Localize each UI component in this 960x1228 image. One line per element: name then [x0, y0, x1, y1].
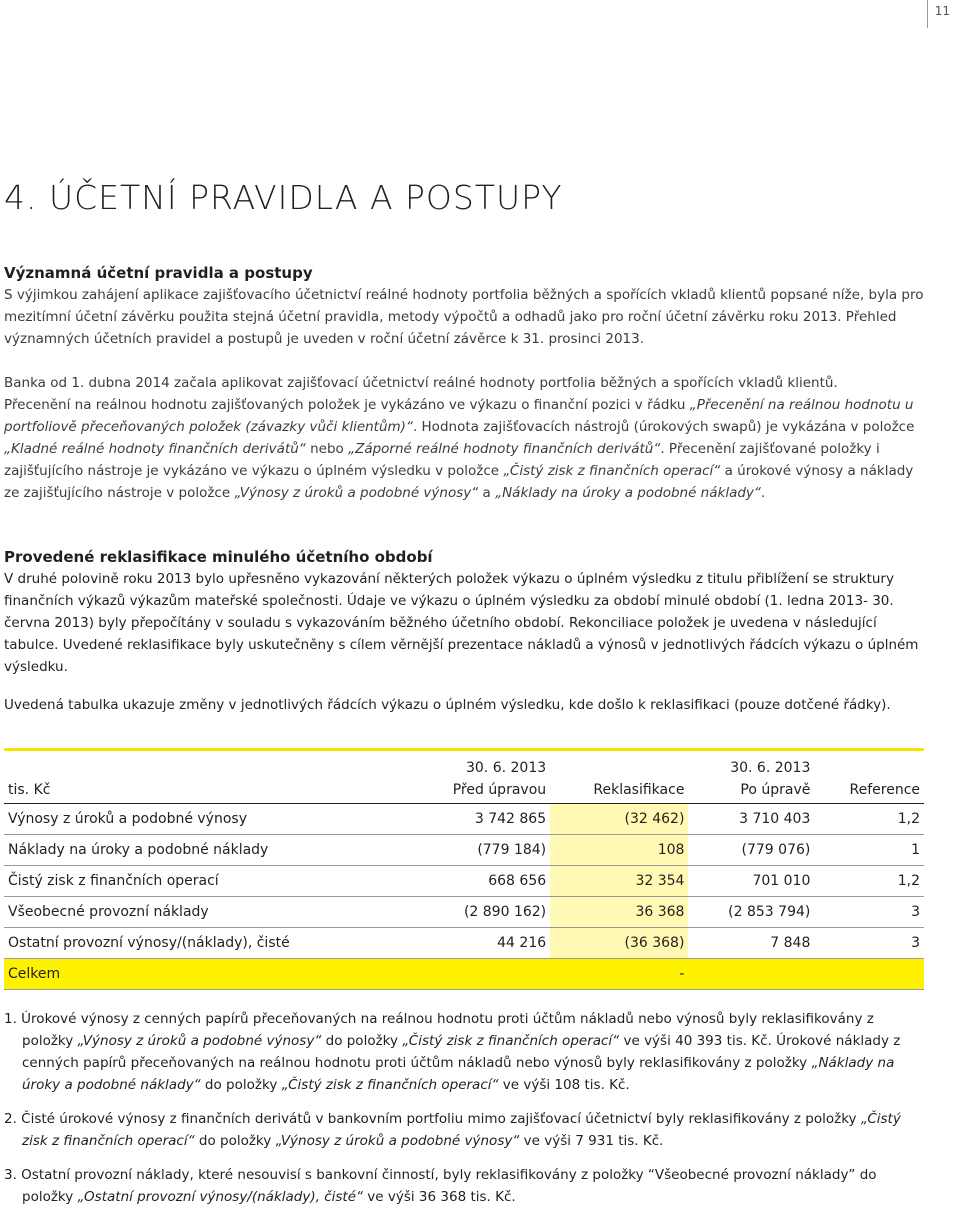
footnotes	[4, 1008, 928, 1220]
header-date: 30. 6. 2013	[730, 760, 811, 776]
cell-before: 668 656	[409, 866, 551, 897]
cell-reclass: (36 368)	[550, 928, 688, 959]
chapter-title: 4. ÚČETNÍ PRAVIDLA A POSTUPY	[4, 178, 563, 217]
cell-after: 701 010	[688, 866, 814, 897]
cell-before: 3 742 865	[409, 804, 551, 835]
header-reclass: Reklasifikace	[550, 750, 688, 804]
text-run: nebo	[305, 441, 349, 457]
table-row	[4, 928, 924, 959]
text-run: ve výši 7 931 tis. Kč.	[519, 1133, 664, 1149]
total-cell-empty	[814, 959, 924, 990]
hedge-detail-paragraph	[4, 394, 928, 504]
header-date: 30. 6. 2013	[465, 760, 547, 776]
page-number: 11	[934, 4, 950, 18]
header-after	[688, 750, 814, 804]
text-run: ve výši 36 368 tis. Kč.	[363, 1189, 516, 1205]
footnote-2	[4, 1108, 928, 1152]
section-reclassifications	[4, 546, 928, 716]
header-unit: tis. Kč	[4, 750, 409, 804]
row-label: Ostatní provozní výnosy/(náklady), čisté	[4, 928, 409, 959]
text-run: 2. Čisté úrokové výnosy z finančních derivátů v bankovním portfoliu mimo zajišťovací účetnictví byly reklasifikovány z položky	[4, 1111, 861, 1127]
cell-reclass: 36 368	[550, 897, 688, 928]
italic-run: „Čistý zisk z finančních operací“	[402, 1033, 620, 1049]
section-paragraph: S výjimkou zahájení aplikace zajišťovacího účetnictví reálné hodnoty portfolia běžných a spořících vkladů klientů popsané níže, byla pro mezitímní účetní závěrku použita stejná účetní pravidla, metody výpočtů a odhadů jako pro roční účetní závěrku roku 2013. Přehled významných účetních pravidel a postupů je uveden v roční účetní závěrce k 31. prosinci 2013.	[4, 287, 924, 347]
cell-after: 7 848	[688, 928, 814, 959]
table-intro-paragraph: Uvedená tabulka ukazuje změny v jednotlivých řádcích výkazu o úplném výsledku, kde došlo k reklasifikaci (pouze dotčené řádky).	[4, 697, 891, 713]
cell-ref: 1,2	[814, 866, 924, 897]
hedge-intro-paragraph: Banka od 1. dubna 2014 začala aplikovat zajišťovací účetnictví reálné hodnoty portfolia běžných a spořících vkladů klientů.	[4, 375, 838, 391]
total-cell-empty	[688, 959, 814, 990]
cell-ref: 1	[814, 835, 924, 866]
italic-run: „Ostatní provozní výnosy/(náklady), čisté“	[77, 1189, 363, 1205]
row-label: Čistý zisk z finančních operací	[4, 866, 409, 897]
text-run: . Přecenění zajišťované položky i zajišťujícího nástroje je vykázáno ve výkazu o úplném výsledku v položce	[4, 441, 880, 479]
italic-run: „Výnosy z úroků a podobné výnosy“	[275, 1133, 520, 1149]
italic-run: „Čistý zisk z finančních operací“	[503, 463, 721, 479]
section-paragraph: V druhé polovině roku 2013 bylo upřesněno vykazování některých položek výkazu o úplném výsledku z titulu přiblížení se struktury finančních výkazů výkazům mateřské společnosti. Údaje ve výkazu o úplném výsledku za období minulé období (1. ledna 2013- 30. června 2013) byly přepočítány v souladu s vykazováním běžného účetního období. Rekonciliace položek je uvedena v následující tabulce. Uvedené reklasifikace byly uskutečněny s cílem věrnější prezentace nákladů a výnosů v jednotlivých řádcích výkazu o úplném výsledku.	[4, 571, 919, 675]
text-run: ve výši 108 tis. Kč.	[498, 1077, 630, 1093]
row-label: Výnosy z úroků a podobné výnosy	[4, 804, 409, 835]
cell-before: 44 216	[409, 928, 551, 959]
table-row	[4, 835, 924, 866]
cell-reclass: (32 462)	[550, 804, 688, 835]
italic-run: „Kladné reálné hodnoty finančních derivátů“	[4, 441, 306, 457]
text-run: do položky	[321, 1033, 403, 1049]
header-caption: Před úpravou	[452, 782, 547, 798]
italic-run: „Náklady na úroky a podobné náklady“	[22, 1055, 895, 1093]
total-label: Celkem	[4, 959, 409, 990]
footnote-3	[4, 1164, 928, 1208]
italic-run: „Záporné reálné hodnoty finančních derivátů“	[348, 441, 661, 457]
italic-run: „Přecenění na reálnou hodnotu u portfoliově přeceňovaných položek (závazky vůči klientům)“	[4, 397, 914, 435]
section-hedge-accounting	[4, 372, 928, 504]
row-label: Náklady na úroky a podobné náklady	[4, 835, 409, 866]
text-run: do položky	[194, 1133, 276, 1149]
section-heading: Významná účetní pravidla a postupy	[4, 264, 313, 282]
italic-run: „Čistý zisk z finančních operací“	[22, 1111, 901, 1149]
header-before	[409, 750, 551, 804]
text-run: a úrokové výnosy a náklady ze zajišťujícího nástroje v položce	[4, 463, 914, 501]
section-heading: Provedené reklasifikace minulého účetního období	[4, 548, 433, 566]
text-run: a	[478, 485, 496, 501]
table-row	[4, 866, 924, 897]
text-run: . Hodnota zajišťovacích nástrojů (úrokových swapů) je vykázána v položce	[412, 419, 915, 435]
section-accounting-policies	[4, 262, 928, 350]
text-run: Přecenění na reálnou hodnotu zajišťovaných položek je vykázáno ve výkazu o finanční pozici v řádku	[4, 397, 690, 413]
text-run: 1. Úrokové výnosy z cenných papírů přeceňovaných na reálnou hodnotu proti účtům nákladů nebo výnosů byly reklasifikovány z položky	[4, 1011, 874, 1049]
cell-before: (779 184)	[409, 835, 551, 866]
cell-reclass: 108	[550, 835, 688, 866]
table-header-row	[4, 750, 924, 804]
cell-reclass: 32 354	[550, 866, 688, 897]
text-run: .	[760, 485, 766, 501]
reclassification-table	[4, 748, 924, 990]
header-reference: Reference	[814, 750, 924, 804]
header-caption: Po úpravě	[740, 782, 811, 798]
italic-run: „Náklady na úroky a podobné náklady“	[495, 485, 761, 501]
cell-ref: 3	[814, 897, 924, 928]
page-margin-line	[927, 0, 928, 28]
table-row	[4, 897, 924, 928]
text-run: ve výši 40 393 tis. Kč. Úrokové náklady z cenných papírů přeceňovaných na reálnou hodnotu proti účtům nákladů nebo výnosů byly reklasifikovány z položky	[22, 1033, 901, 1071]
italic-run: „Výnosy z úroků a podobné výnosy“	[234, 485, 479, 501]
cell-after: (2 853 794)	[688, 897, 814, 928]
row-label: Všeobecné provozní náklady	[4, 897, 409, 928]
text-run: 3. Ostatní provozní náklady, které nesouvisí s bankovní činností, byly reklasifikovány z položky “Všeobecné provozní náklady” do položky	[4, 1167, 877, 1205]
cell-after: (779 076)	[688, 835, 814, 866]
table-total-row	[4, 959, 924, 990]
total-reclass: -	[550, 959, 688, 990]
cell-ref: 3	[814, 928, 924, 959]
cell-before: (2 890 162)	[409, 897, 551, 928]
cell-ref: 1,2	[814, 804, 924, 835]
italic-run: „Výnosy z úroků a podobné výnosy“	[77, 1033, 322, 1049]
italic-run: „Čistý zisk z finančních operací“	[281, 1077, 499, 1093]
table-row	[4, 804, 924, 835]
footnote-1	[4, 1008, 928, 1096]
cell-after: 3 710 403	[688, 804, 814, 835]
text-run: do položky	[200, 1077, 282, 1093]
total-cell-empty	[409, 959, 551, 990]
